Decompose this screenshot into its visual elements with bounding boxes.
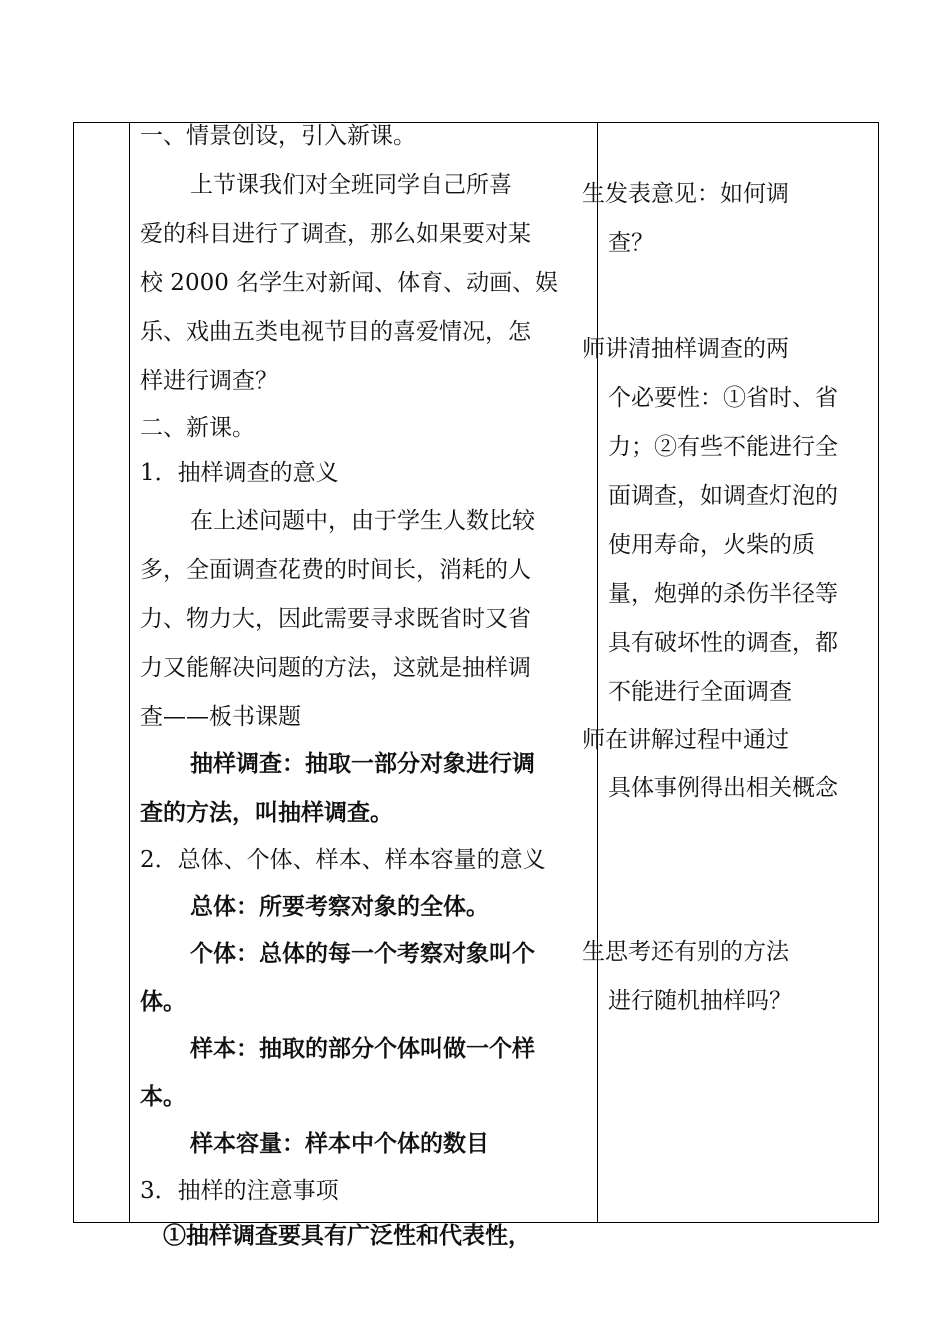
note-line: 不能进行全面调查 [608,679,792,705]
note-line: 具有破坏性的调查，都 [608,630,838,656]
note-line: 个必要性：①省时、省 [608,385,838,411]
paragraph-line: 查——板书课题 [140,704,301,730]
table-left-border [73,122,74,1223]
note-line: 面调查，如调查灯泡的 [608,483,838,509]
section-heading: 二、新课。 [140,415,255,441]
paragraph-line: 多，全面调查花费的时间长，消耗的人 [140,557,531,583]
column-divider-1 [129,122,130,1223]
definition-line: 体。 [140,988,186,1015]
definition-line: 样本容量：样本中个体的数目 [190,1130,489,1157]
paragraph-line: 力、物力大，因此需要寻求既省时又省 [140,606,531,632]
note-line: 力；②有些不能进行全 [608,434,838,460]
note-line: 进行随机抽样吗？ [608,988,792,1014]
definition-line: 查的方法，叫抽样调查。 [140,799,393,826]
definition-line: 抽样调查：抽取一部分对象进行调 [190,750,535,777]
note-line: 量，炮弹的杀伤半径等 [608,581,838,607]
paragraph-line: 样进行调查？ [140,368,278,394]
note-line: 具体事例得出相关概念 [608,775,838,801]
note-line: 使用寿命，火柴的质 [608,532,815,558]
definition-line: 总体：所要考察对象的全体。 [190,893,489,920]
table-right-border [878,122,879,1223]
paragraph-line: 爱的科目进行了调查，那么如果要对某 [140,221,531,247]
subsection-heading: 1．抽样调查的意义 [140,460,339,486]
note-line: 师在讲解过程中通过 [582,727,789,753]
section-heading: 一、情景创设，引入新课。 [140,123,416,149]
definition-line: 个体：总体的每一个考察对象叫个 [190,940,535,967]
note-line: 师讲清抽样调查的两 [582,336,789,362]
note-line: 查？ [608,230,654,256]
paragraph-line: 力又能解决问题的方法，这就是抽样调 [140,655,531,681]
paragraph-line: 在上述问题中，由于学生人数比较 [190,508,535,534]
definition-line: 本。 [140,1083,186,1110]
subsection-heading: 3．抽样的注意事项 [140,1178,339,1204]
paragraph-line: 乐、戏曲五类电视节目的喜爱情况，怎 [140,319,531,345]
overflow-line: ①抽样调查要具有广泛性和代表性， [163,1222,531,1249]
subsection-heading: 2．总体、个体、样本、样本容量的意义 [140,847,546,873]
note-line: 生思考还有别的方法 [582,939,789,965]
definition-line: 样本：抽取的部分个体叫做一个样 [190,1035,535,1062]
note-line: 生发表意见：如何调 [582,181,789,207]
paragraph-line: 上节课我们对全班同学自己所喜 [190,172,512,198]
paragraph-line: 校 2000 名学生对新闻、体育、动画、娱 [140,270,559,296]
column-divider-2 [597,122,598,1223]
